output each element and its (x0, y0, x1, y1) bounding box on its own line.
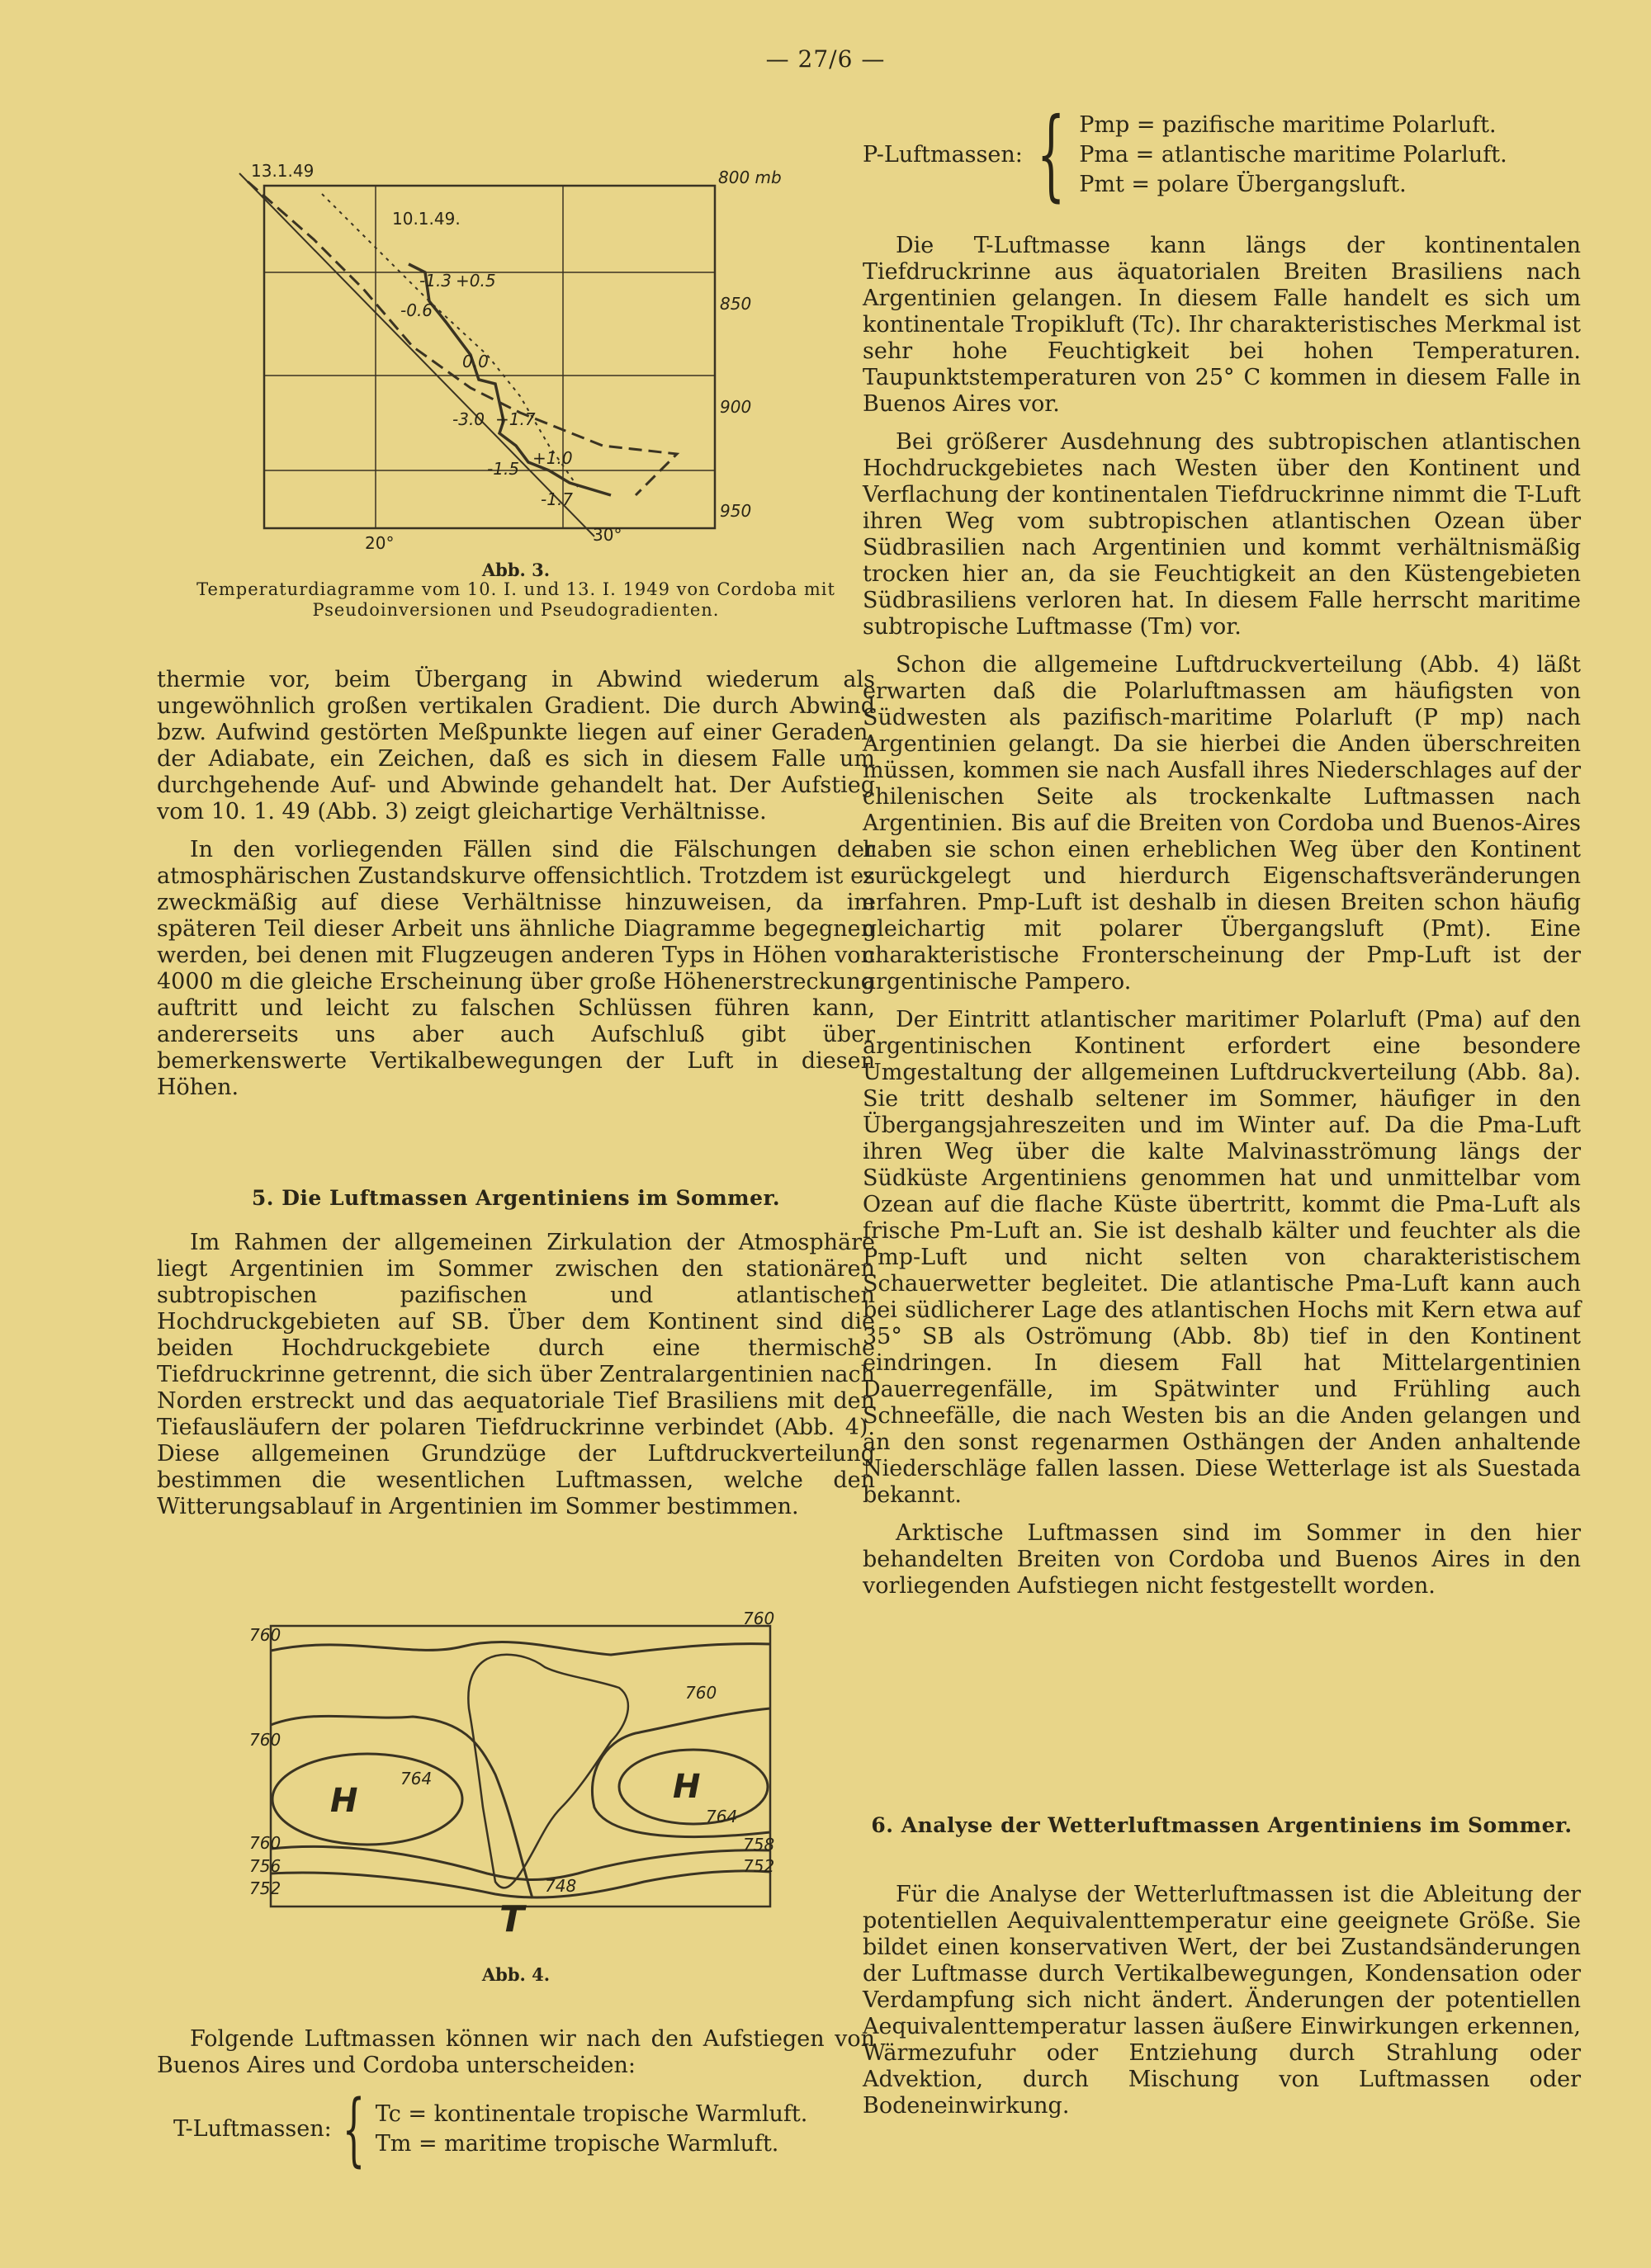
isobar-label: 748 (545, 1876, 577, 1896)
isobar-label: 760 (743, 1609, 775, 1628)
figure-3-label: Abb. 3. (481, 560, 551, 580)
annotation: +1.7 (495, 409, 536, 429)
date-10-1-49: 10.1.49. (392, 209, 461, 229)
isobar-label: 760 (249, 1730, 281, 1750)
page-number: — 27/6 — (765, 45, 886, 73)
isobar-label: 758 (743, 1835, 775, 1855)
pressure-850: 850 (720, 294, 752, 314)
figure-3-caption: Temperaturdiagramme vom 10. I. und 13. I. 1949 von Cordoba mit Pseudoinversionen und Pseudogradienten. (196, 579, 835, 620)
paragraph: Schon die allgemeine Luftdruckverteilung (Abb. 4) läßt erwarten daß die Polarluftmassen am häufigsten von Südwesten als pazifisch-maritime Polarluft (P mp) nach Argentinien gelangt. Da sie hierbei die Anden überschreiten müssen, kommen sie nach Ausfall ihres Niederschlages auf der chilenischen Seite als trockenkalte Luftmassen nach Argentinien. Bis auf die Breiten von Cordoba und Buenos-Aires haben sie schon einen erheblichen Weg über den Kontinent zurückgelegt und hierdurch Eigenschaftsveränderungen erfahren. Pmp-Luft ist deshalb in diesen Breiten schon häufig gleichartig mit polarer Übergangsluft (Pmt). Eine charakteristische Fronterscheinung der Pmp-Luft ist der argentinische Pampero. (863, 652, 1581, 995)
x-tick-20: 20° (365, 533, 395, 553)
paragraph: Arktische Luftmassen sind im Sommer in den hier behandelten Breiten von Cordoba und Buenos Aires in den vorliegenden Aufstiegen nicht festgestellt worden. (863, 1520, 1581, 1599)
p-luftmassen-definitions (863, 97, 1507, 212)
isobar (271, 1642, 770, 1655)
brace: { (342, 2083, 365, 2176)
annotation: +0.5 (456, 271, 496, 291)
date-13-1-49: 13.1.49 (251, 161, 315, 181)
figure-3-temperature-diagram (223, 149, 782, 553)
definition-line: Tc = kontinentale tropische Warmluft. (375, 2101, 808, 2127)
x-tick-30: 30° (593, 525, 622, 545)
annotation: 0.0 (462, 352, 489, 371)
definition-line: Tm = maritime tropische Warmluft. (375, 2131, 779, 2157)
high-pressure-label: H (673, 1768, 701, 1806)
annotation: -3.0 (452, 409, 485, 429)
t-luftmassen-definitions (173, 2083, 808, 2176)
paragraph: In den vorliegenden Fällen sind die Fälschungen der atmosphärischen Zustandskurve offensichtlich. Trotzdem ist es zweckmäßig auf diese Verhältnisse hinzuweisen, da im späteren Teil dieser Arbeit uns ähnliche Diagramme begegnen werden, bei denen mit Flugzeugen anderen Typs in Höhen von 4000 m die gleiche Erscheinung über große Höhenerstreckung auftritt und leicht zu falschen Schlüssen führen kann, andererseits uns aber auch Aufschluß gibt über bemerkenswerte Vertikalbewegungen der Luft in diesen Höhen. (157, 837, 875, 1100)
isobar (271, 1871, 770, 1897)
pressure-900: 900 (720, 397, 752, 417)
paragraph: Bei größerer Ausdehnung des subtropischen atlantischen Hochdruckgebietes nach Westen über den Kontinent und Verflachung der kontinentalen Tiefdruckrinne nimmt die T-Luft ihren Weg vom subtropischen atlantischen Ozean über Südbrasilien nach Argentinien und kommt verhältnismäßig trocken hier an, da sie Feuchtigkeit an den Küstengebieten Südbrasiliens verloren hat. In diesem Falle herrscht maritime subtropische Luftmasse (Tm) vor. (863, 429, 1581, 640)
pressure-800: 800 mb (718, 168, 782, 187)
paragraph: Der Eintritt atlantischer maritimer Polarluft (Pma) auf den argentinischen Kontinent erfordert eine besondere Umgestaltung der allgemeinen Luftdruckverteilung (Abb. 8a). Sie tritt deshalb seltener im Sommer, häufiger in den Übergangsjahreszeiten und im Winter auf. Da die Pma-Luft ihren Weg über die kalte Malvinasströmung längs der Südküste Argentiniens genommen hat und unmittelbar vom Ozean auf die flache Küste übertritt, kommt die Pma-Luft als frische Pm-Luft an. Sie ist deshalb kälter und feuchter als die Pmp-Luft und nicht selten von charakteristischem Schauerwetter begleitet. Die atlantische Pma-Luft kann auch bei südlicherer Lage des atlantischen Hochs mit Kern etwa auf 35° SB als Oströmung (Abb. 8b) tief in den Kontinent eindringen. In diesem Fall hat Mittelargentinien Dauerregenfälle, im Spätwinter und Frühling auch Schneefälle, die nach Westen bis an die Anden gelangen und an den sonst regenarmen Osthängen der Anden anhaltende Niederschläge fallen lassen. Diese Wetterlage ist als Suestada bekannt. (863, 1007, 1581, 1508)
figure-4-pressure-map (248, 1609, 792, 1973)
definition-line: Pmp = pazifische maritime Polarluft. (1079, 112, 1497, 138)
annotation: -1.3 (419, 271, 452, 291)
section-heading-6: 6. Analyse der Wetterluftmassen Argentiniens im Sommer. (871, 1813, 1573, 1837)
brace: { (1036, 97, 1066, 212)
low-pressure-label: T (499, 1898, 525, 1940)
pressure-950: 950 (720, 501, 752, 521)
definition-line: Pma = atlantische maritime Polarluft. (1079, 142, 1507, 168)
paragraph: Im Rahmen der allgemeinen Zirkulation der Atmosphäre liegt Argentinien im Sommer zwischen den stationären subtropischen pazifischen und atlantischen Hochdruckgebieten auf SB. Über dem Kontinent sind die beiden Hochdruckgebiete durch eine thermische Tiefdruckrinne getrennt, die sich über Zentralargentinien nach Norden erstreckt und das aequatoriale Tief Brasiliens mit den Tiefausläufern der polaren Tiefdruckrinne verbindet (Abb. 4). Diese allgemeinen Grundzüge der Luftdruckverteilung bestimmen die wesentlichen Luftmassen, welche den Witterungsablauf in Argentinien im Sommer bestimmen. (157, 1230, 875, 1519)
isobar-label: 752 (743, 1856, 775, 1876)
isobar-label: 764 (706, 1807, 738, 1826)
figure-4-label: Abb. 4. (481, 1964, 551, 1985)
isobar-label: 764 (400, 1769, 433, 1788)
isobar (272, 1754, 462, 1845)
isobar-label: 760 (249, 1833, 281, 1853)
definition-line: Pmt = polare Übergangsluft. (1079, 172, 1407, 197)
curve-13-1-49 (248, 182, 677, 495)
t-luftmassen-label: T-Luftmassen: (173, 2116, 332, 2142)
section-heading-5: 5. Die Luftmassen Argentiniens im Sommer. (251, 1186, 781, 1210)
isobar-label: 760 (249, 1625, 281, 1645)
isobar-label: 752 (249, 1878, 281, 1898)
isobar-label: 760 (685, 1683, 717, 1703)
paragraph: Folgende Luftmassen können wir nach den Aufstiegen von Buenos Aires und Cordoba unterscheiden: (157, 2026, 875, 2078)
annotation: -1.5 (487, 459, 520, 479)
annotation: -1.7 (541, 489, 574, 509)
paragraph: Für die Analyse der Wetterluftmassen ist die Ableitung der potentiellen Aequivalenttemperatur eine geeignete Größe. Sie bildet einen konservativen Wert, der bei Zustandsänderungen der Luftmasse durch Vertikalbewegungen, Kondensation oder Verdampfung sich nicht ändert. Änderungen der potentiellen Aequivalenttemperatur lassen äußere Einwirkungen erkennen, Wärmezufuhr oder Entziehung durch Strahlung oder Advektion, durch Mischung von Luftmassen oder Bodeneinwirkung. (863, 1882, 1581, 2119)
isobar-label: 756 (249, 1856, 281, 1876)
paragraph: Die T-Luftmasse kann längs der kontinentalen Tiefdruckrinne aus äquatorialen Breiten Brasiliens nach Argentinien gelangen. In diesem Falle handelt es sich um kontinentale Tropikluft (Tc). Ihr charakteristisches Merkmal ist sehr hohe Feuchtigkeit bei hohen Temperaturen. Taupunktstemperaturen von 25° C kommen in diesem Falle in Buenos Aires vor. (863, 233, 1581, 417)
annotation: -0.6 (400, 300, 433, 320)
p-luftmassen-label: P-Luftmassen: (863, 142, 1023, 168)
high-pressure-label: H (330, 1782, 358, 1820)
annotation: +1.0 (532, 448, 573, 468)
paragraph: thermie vor, beim Übergang in Abwind wiederum als ungewöhnlich großen vertikalen Gradient. Die durch Abwind bzw. Aufwind gestörten Meßpunkte liegen auf einer Geraden, der Adiabate, ein Zeichen, daß es sich in diesem Falle um durchgehende Auf- und Abwinde gehandelt hat. Der Aufstieg vom 10. 1. 49 (Abb. 3) zeigt gleichartige Verhältnisse. (157, 667, 875, 825)
